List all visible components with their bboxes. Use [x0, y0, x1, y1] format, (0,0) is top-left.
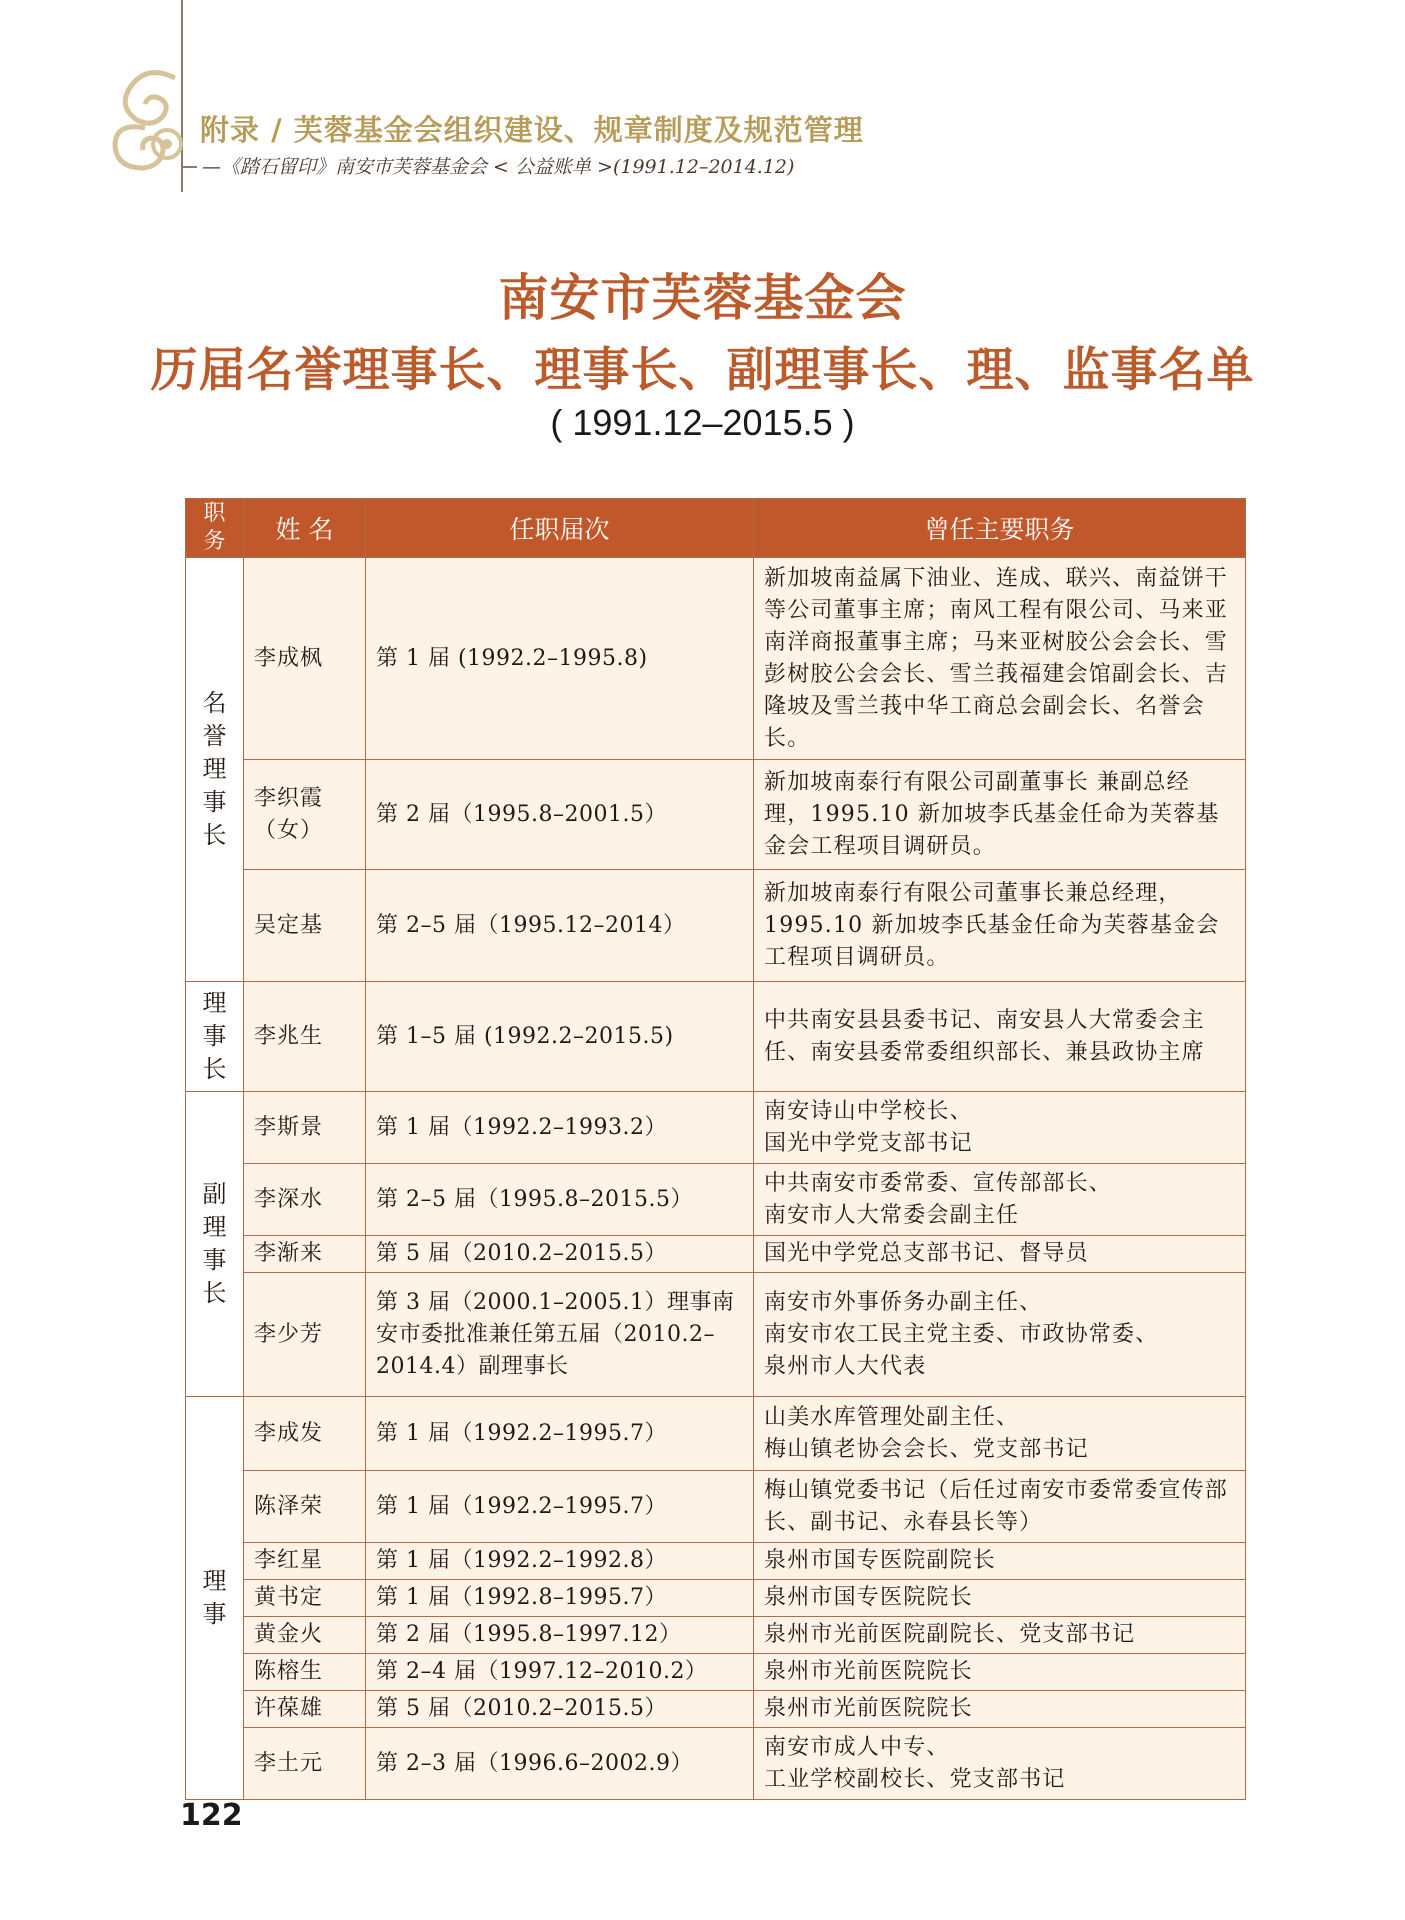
term-cell: 第 1 届（1992.8–1995.7）: [366, 1580, 754, 1617]
duty-cell: 梅山镇党委书记（后任过南安市委常委宣传部长、副书记、永春县长等）: [754, 1471, 1246, 1543]
name-cell: 李红星: [244, 1543, 366, 1580]
table-row: [186, 558, 1246, 760]
duty-cell: 南安市成人中专、 工业学校副校长、党支部书记: [754, 1728, 1246, 1800]
duty-cell: 中共南安县县委书记、南安县人大常委会主任、南安县委常委组织部长、兼县政协主席: [754, 982, 1246, 1092]
duty-cell: 国光中学党总支部书记、督导员: [754, 1236, 1246, 1273]
term-cell: 第 1 届（1992.2–1992.8）: [366, 1543, 754, 1580]
term-cell: 第 2 届（1995.8–2001.5）: [366, 760, 754, 870]
table-row: [186, 982, 1246, 1092]
table-row: [186, 1580, 1246, 1617]
name-cell: 李织霞（女）: [244, 760, 366, 870]
table-header-row: [186, 499, 1246, 558]
duty-cell: 新加坡南泰行有限公司董事长兼总经理，1995.10 新加坡李氏基金任命为芙蓉基金会工程项目调研员。: [754, 870, 1246, 982]
name-cell: 陈泽荣: [244, 1471, 366, 1543]
term-cell: 第 2–5 届（1995.8–2015.5）: [366, 1164, 754, 1236]
table-row: [186, 1273, 1246, 1397]
term-cell: 第 5 届（2010.2–2015.5）: [366, 1691, 754, 1728]
duty-cell: 新加坡南泰行有限公司副董事长 兼副总经理，1995.10 新加坡李氏基金任命为芙蓉基金会工程项目调研员。: [754, 760, 1246, 870]
header-role: 职务: [186, 499, 244, 558]
duty-cell: 中共南安市委常委、宣传部部长、 南安市人大常委会副主任: [754, 1164, 1246, 1236]
name-cell: 李兆生: [244, 982, 366, 1092]
term-cell: 第 1 届（1992.2–1993.2）: [366, 1092, 754, 1164]
name-cell: 李土元: [244, 1728, 366, 1800]
table-row: [186, 1471, 1246, 1543]
duty-cell: 山美水库管理处副主任、 梅山镇老协会会长、党支部书记: [754, 1397, 1246, 1471]
table-row: [186, 1654, 1246, 1691]
term-cell: 第 5 届（2010.2–2015.5）: [366, 1236, 754, 1273]
roster-table: [185, 498, 1246, 1800]
name-cell: 李斯景: [244, 1092, 366, 1164]
term-cell: 第 2–3 届（1996.6–2002.9）: [366, 1728, 754, 1800]
name-cell: 吴定基: [244, 870, 366, 982]
name-cell: 陈榕生: [244, 1654, 366, 1691]
table-row: [186, 1691, 1246, 1728]
header-duty: 曾任主要职务: [754, 499, 1246, 558]
term-cell: 第 2–5 届（1995.12–2014）: [366, 870, 754, 982]
term-cell: 第 1 届（1992.2–1995.7）: [366, 1397, 754, 1471]
header-name: 姓 名: [244, 499, 366, 558]
duty-cell: 泉州市光前医院副院长、党支部书记: [754, 1617, 1246, 1654]
period-range: ( 1991.12–2015.5 ): [550, 402, 855, 443]
name-cell: 李渐来: [244, 1236, 366, 1273]
term-cell: 第 1 届（1992.2–1995.7）: [366, 1471, 754, 1543]
page-number: 122: [180, 1798, 243, 1833]
book-subtitle: —《踏石留印》南安市芙蓉基金会 < 公益账单 >(1991.12–2014.12): [202, 156, 795, 178]
name-cell: 黄书定: [244, 1580, 366, 1617]
table-row: [186, 1543, 1246, 1580]
table-row: [186, 760, 1246, 870]
name-cell: 许葆雄: [244, 1691, 366, 1728]
name-cell: 李深水: [244, 1164, 366, 1236]
term-cell: 第 1–5 届 (1992.2–2015.5): [366, 982, 754, 1092]
duty-cell: 泉州市光前医院院长: [754, 1654, 1246, 1691]
page-title: 南安市芙蓉基金会: [498, 268, 907, 327]
duty-cell: 泉州市国专医院副院长: [754, 1543, 1246, 1580]
role-cell: 理事: [186, 1397, 244, 1800]
section-heading: 附录 / 芙蓉基金会组织建设、规章制度及规范管理: [200, 113, 864, 147]
table-row: [186, 1728, 1246, 1800]
term-cell: 第 2 届（1995.8–1997.12）: [366, 1617, 754, 1654]
table-row: [186, 1092, 1246, 1164]
header-term: 任职届次: [366, 499, 754, 558]
role-cell: 理事长: [186, 982, 244, 1092]
page-title-line2: 历届名誉理事长、理事长、副理事长、理、监事名单: [150, 343, 1255, 398]
duty-cell: 泉州市国专医院院长: [754, 1580, 1246, 1617]
table-row: [186, 1397, 1246, 1471]
term-cell: 第 3 届（2000.1–2005.1）理事南安市委批准兼任第五届（2010.2–2014.4）副理事长: [366, 1273, 754, 1397]
duty-cell: 南安诗山中学校长、 国光中学党支部书记: [754, 1092, 1246, 1164]
table-row: [186, 870, 1246, 982]
name-cell: 李成发: [244, 1397, 366, 1471]
name-cell: 李成枫: [244, 558, 366, 760]
role-cell: 名誉理事长: [186, 558, 244, 982]
term-cell: 第 2–4 届（1997.12–2010.2）: [366, 1654, 754, 1691]
name-cell: 李少芳: [244, 1273, 366, 1397]
duty-cell: 新加坡南益属下油业、连成、联兴、南益饼干等公司董事主席；南风工程有限公司、马来亚南洋商报董事主席；马来亚树胶公会会长、雪彭树胶公会会长、雪兰莪福建会馆副会长、吉隆坡及雪兰莪中华工商总会副会长、名誉会长。: [754, 558, 1246, 760]
name-cell: 黄金火: [244, 1617, 366, 1654]
table-row: [186, 1164, 1246, 1236]
term-cell: 第 1 届 (1992.2–1995.8): [366, 558, 754, 760]
duty-cell: 南安市外事侨务办副主任、 南安市农工民主党主委、市政协常委、 泉州市人大代表: [754, 1273, 1246, 1397]
duty-cell: 泉州市光前医院院长: [754, 1691, 1246, 1728]
table-row: [186, 1617, 1246, 1654]
role-cell: 副理事长: [186, 1092, 244, 1397]
table-row: [186, 1236, 1246, 1273]
cloud-ornament-icon: [105, 48, 205, 178]
